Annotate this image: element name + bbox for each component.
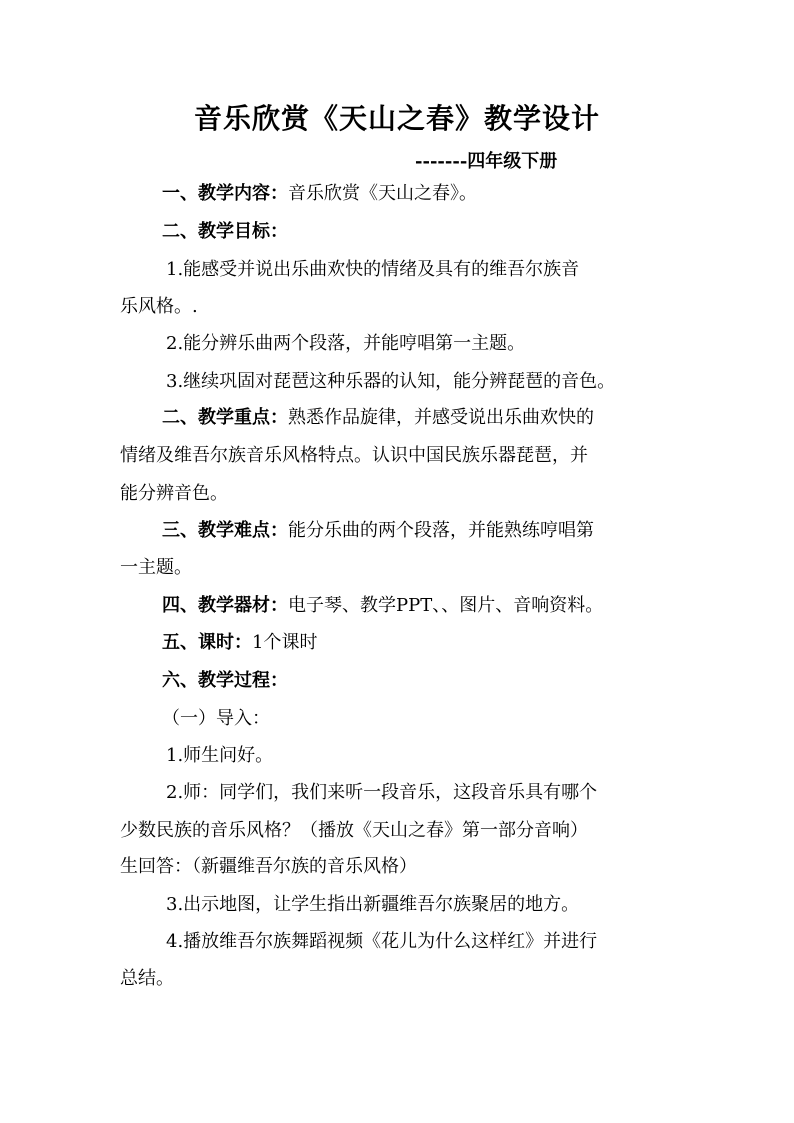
step-4-line-2: 总结。 [120,968,174,989]
goal-1-line-2: 乐风格。. [120,296,198,317]
step-1: 1.师生问好。 [166,745,274,766]
section-label: 六、教学过程： [162,670,288,691]
section-text: 熟悉作品旋律，并感受说出乐曲欢快的 [288,407,594,428]
section-label: 五、课时： [162,632,252,653]
section-label: 三、教学难点： [162,520,288,541]
section-teaching-content [162,183,722,205]
section-text: 能分乐曲的两个段落，并能熟练哼唱第 [288,520,594,541]
section-text: 1个课时 [252,632,318,653]
section-label: 四、教学器材： [162,595,288,616]
section-label: 二、教学目标： [162,221,288,242]
section-equipment [162,595,722,617]
step-4-line-1: 4.播放维吾尔族舞蹈视频《花儿为什么这样红》并进行 [166,931,598,952]
difficulties-line-2: 一主题。 [120,557,192,578]
section-label: 一、教学内容： [162,183,288,204]
key-points-line-2: 情绪及维吾尔族音乐风格特点。认识中国民族乐器琵琶，并 [120,445,588,466]
section-text: 音乐欣赏《天山之春》。 [288,183,477,204]
step-2-line-3: 生回答：（新疆维吾尔族的音乐风格） [120,856,417,877]
section-difficulties [162,520,722,542]
document-subtitle: -------四年级下册 [415,151,558,172]
section-process [162,670,722,692]
document-title: 音乐欣赏《天山之春》教学设计 [193,102,600,135]
goal-3: 3.继续巩固对琵琶这种乐器的认知，能分辨琵琶的音色。 [166,371,616,392]
step-2-line-1: 2.师：同学们，我们来听一段音乐，这段音乐具有哪个 [166,782,598,803]
section-teaching-goals [162,221,722,243]
section-label: 二、教学重点： [162,407,288,428]
section-class-hours [162,632,722,654]
step-3: 3.出示地图，让学生指出新疆维吾尔族聚居的地方。 [166,894,580,915]
goal-1-line-1: 1.能感受并说出乐曲欢快的情绪及具有的维吾尔族音 [166,259,580,280]
step-intro-label: （一）导入： [162,708,270,729]
section-text: 电子琴、教学PPT、、图片、音响资料。 [288,595,604,616]
section-key-points [162,407,722,429]
key-points-line-3: 能分辨音色。 [120,483,228,504]
step-2-line-2: 少数民族的音乐风格？（播放《天山之春》第一部分音响） [120,820,588,841]
goal-2: 2.能分辨乐曲两个段落，并能哼唱第一主题。 [166,333,526,354]
